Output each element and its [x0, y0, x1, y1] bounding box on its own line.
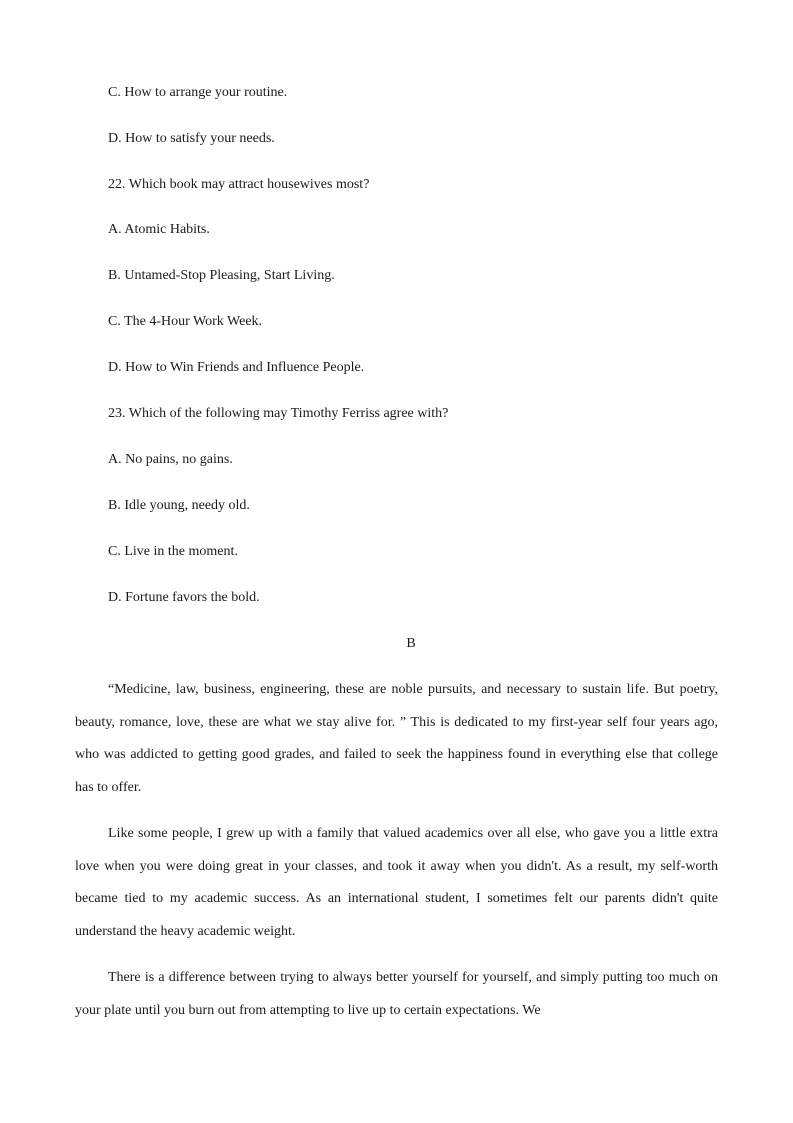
section-heading: B	[406, 636, 416, 651]
q23-option-b: B. Idle young, needy old.	[108, 498, 250, 513]
q22-option-a: A. Atomic Habits.	[108, 222, 210, 237]
q22-option-d: D. How to Win Friends and Influence People.	[108, 360, 365, 375]
q21-option-c: C. How to arrange your routine.	[108, 85, 288, 100]
q21-option-d: D. How to satisfy your needs.	[108, 131, 275, 146]
q23-option-a: A. No pains, no gains.	[108, 452, 233, 467]
paragraph-1: “Medicine, law, business, engineering, these are noble pursuits, and necessary to sustain life. But poetry, beauty, romance, love, these are what we stay alive for. ” This is dedicated to my first-year self four years ago, who was addicted to getting good grades, and failed to seek the happiness found in everything else that college has to offer.	[75, 682, 718, 795]
q22-option-c: C. The 4-Hour Work Week.	[108, 314, 263, 329]
q22-stem: 22. Which book may attract housewives most?	[108, 177, 370, 192]
paragraph-2: Like some people, I grew up with a family that valued academics over all else, who gave you a little extra love when you were doing great in your classes, and took it away when you didn't. As a result, my self-worth became tied to my academic success. As an international student, I sometimes felt our parents didn't quite understand the heavy academic weight.	[75, 826, 718, 939]
q22-option-b: B. Untamed-Stop Pleasing, Start Living.	[108, 268, 335, 283]
q23-option-d: D. Fortune favors the bold.	[108, 590, 260, 605]
q23-option-c: C. Live in the moment.	[108, 544, 238, 559]
paragraph-3: There is a difference between trying to always better yourself for yourself, and simply putting too much on your plate until you burn out from attempting to live up to certain expectations. We	[75, 970, 718, 1018]
q23-stem: 23. Which of the following may Timothy Ferriss agree with?	[108, 406, 449, 421]
